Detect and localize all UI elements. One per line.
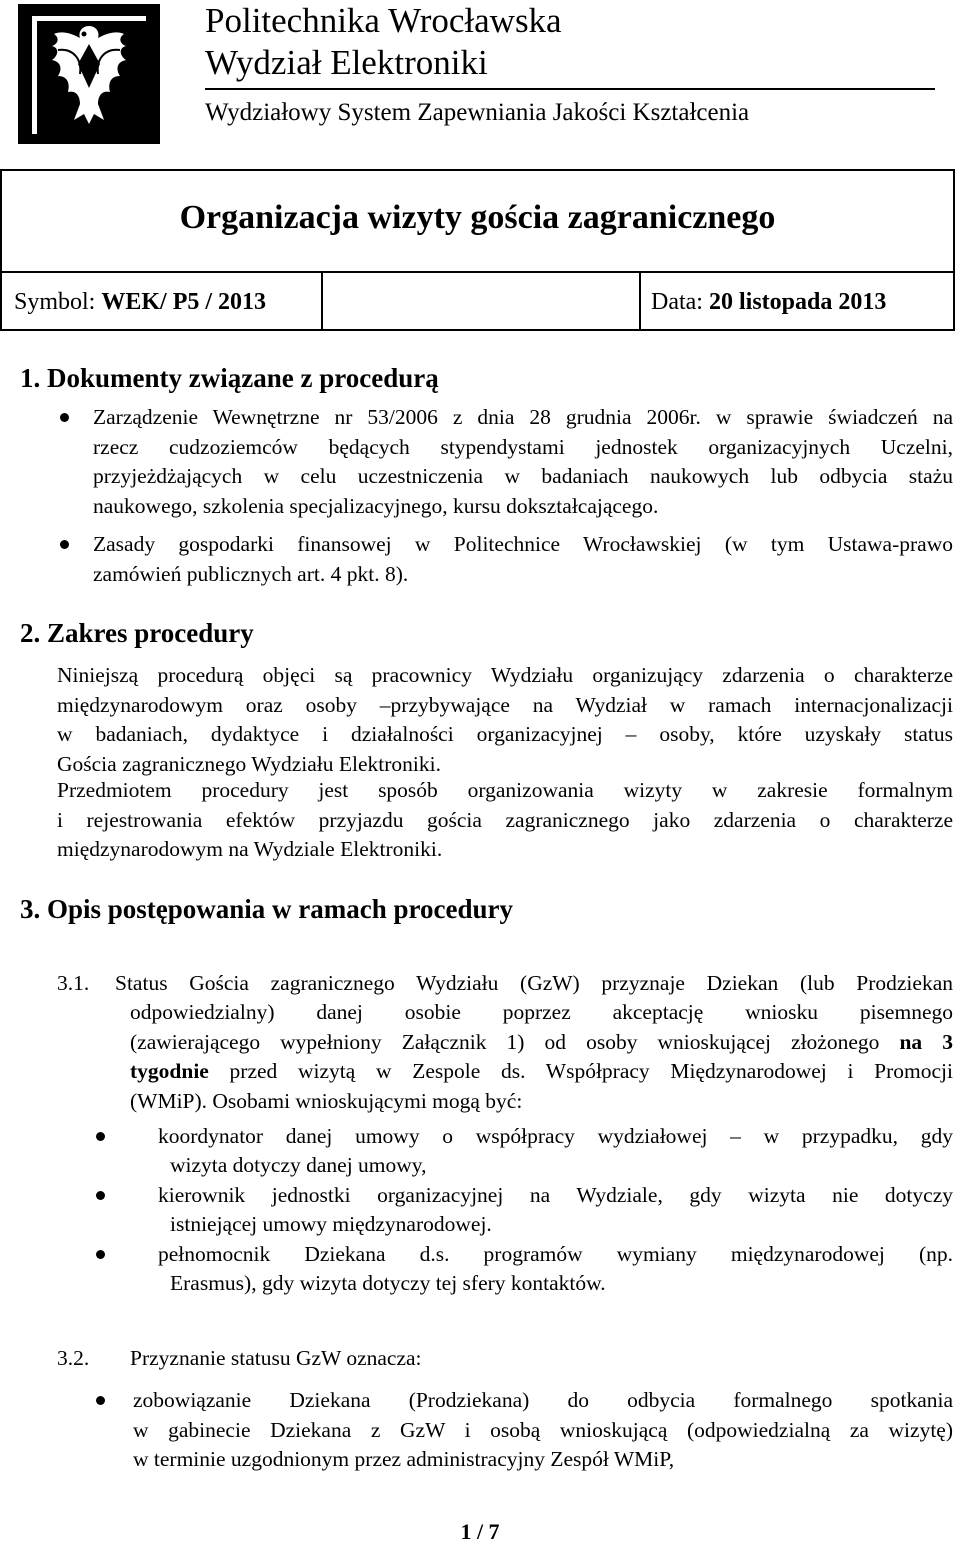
bullet-icon bbox=[96, 1191, 105, 1200]
bullet-icon bbox=[60, 540, 69, 549]
applicant-item-2 bbox=[158, 1181, 953, 1211]
text-line: odpowiedzialny) danej osobie poprzez akceptację wniosku pisemnego bbox=[130, 1000, 953, 1024]
date-field bbox=[651, 288, 886, 316]
info-box bbox=[0, 271, 955, 331]
text-line bbox=[130, 1028, 953, 1058]
header-divider bbox=[205, 88, 935, 90]
eagle-icon bbox=[18, 4, 160, 144]
subsection-3-2-text: Przyznanie statusu GzW oznacza: bbox=[130, 1346, 422, 1370]
text-line: zamówień publicznych art. 4 pkt. 8). bbox=[93, 561, 409, 586]
text-segment: (zawierającego wypełniony Załącznik 1) od osoby wnioskującej złożonego bbox=[130, 1029, 900, 1054]
text-line: przyjeżdżających w celu uczestniczenia w badaniach naukowych lub odbycia stażu bbox=[93, 464, 953, 488]
subsection-3-1-body bbox=[130, 998, 953, 1116]
text-line: międzynarodowym na Wydziale Elektroniki. bbox=[57, 837, 443, 861]
date-value: 20 listopada 2013 bbox=[708, 289, 887, 315]
section-1-heading: 1. Dokumenty związane z procedurą bbox=[20, 363, 439, 393]
section-2-heading: 2. Zakres procedury bbox=[20, 618, 254, 648]
university-logo-eagle bbox=[18, 4, 160, 144]
bullet-icon bbox=[96, 1132, 105, 1141]
text-segment: przed wizytą w Zespole ds. Współpracy Międzynarodowej i Promocji bbox=[208, 1059, 953, 1083]
text-line: koordynator danej umowy o współpracy wydziałowej – w przypadku, gdy bbox=[158, 1124, 953, 1148]
text-line: Zarządzenie Wewnętrzne nr 53/2006 z dnia 28 grudnia 2006r. w sprawie świadczeń na bbox=[93, 405, 953, 429]
text-line: w terminie uzgodnionym przez administracyjny Zespół WMiP, bbox=[133, 1447, 675, 1471]
system-name: Wydziałowy System Zapewniania Jakości Kształcenia bbox=[205, 99, 750, 126]
section-2-paragraph-2 bbox=[57, 776, 953, 865]
text-line: zobowiązanie Dziekana (Prodziekana) do odbycia formalnego spotkania bbox=[133, 1388, 953, 1412]
text-line bbox=[130, 1057, 953, 1087]
deadline-emphasis: tygodnie bbox=[130, 1059, 209, 1083]
symbol-value: WEK/ P5 / 2013 bbox=[101, 289, 267, 315]
section-3-heading: 3. Opis postępowania w ramach procedury bbox=[20, 894, 514, 924]
date-label: Data: bbox=[651, 289, 703, 315]
empty-cell bbox=[321, 273, 641, 329]
applicant-item-1 bbox=[158, 1122, 953, 1152]
text-line: rzecz cudzoziemców będących stypendystami jednostek organizacyjnych Uczelni, bbox=[93, 434, 953, 459]
subsection-3-2-number: 3.2. bbox=[57, 1346, 90, 1370]
applicant-item-3 bbox=[158, 1240, 953, 1270]
applicant-item-1-cont: wizyta dotyczy danej umowy, bbox=[170, 1153, 427, 1177]
applicant-item-2-cont: istniejącej umowy międzynarodowej. bbox=[170, 1212, 492, 1236]
text-line: w badaniach, dydaktyce i działalności organizacyjnej – osoby, które uzyskały status bbox=[57, 722, 953, 746]
symbol-field bbox=[14, 288, 266, 316]
text-line: międzynarodowym oraz osoby –przybywające na Wydział w ramach internacjonalizacji bbox=[57, 692, 953, 717]
applicant-item-3-cont: Erasmus), gdy wizyta dotyczy tej sfery kontaktów. bbox=[170, 1271, 606, 1295]
text-line: pełnomocnik Dziekana d.s. programów wymiany międzynarodowej (np. bbox=[158, 1242, 953, 1266]
document-title: Organizacja wizyty gościa zagranicznego bbox=[179, 199, 776, 236]
text-line: i rejestrowania efektów przyjazdu gościa zagranicznego jako zdarzenia o charakterze bbox=[57, 807, 953, 832]
title-box bbox=[0, 169, 955, 273]
text-line: Niniejszą procedurą objęci są pracownicy Wydziału organizujący zdarzenia o charakterze bbox=[57, 663, 953, 687]
text-line: w gabinecie Dziekana z GzW i osobą wnioskującą (odpowiedzialną za wizytę) bbox=[133, 1417, 953, 1442]
page-number: 1 / 7 bbox=[460, 1519, 500, 1544]
subsection-3-1-line-1 bbox=[115, 969, 953, 999]
subsection-3-1-number: 3.1. bbox=[57, 971, 90, 995]
bullet-icon bbox=[96, 1250, 105, 1259]
faculty-name: Wydział Elektroniki bbox=[205, 43, 488, 82]
section-1-item-2 bbox=[93, 530, 953, 589]
text-line: (WMiP). Osobami wnioskującymi mogą być: bbox=[130, 1088, 523, 1113]
university-name: Politechnika Wrocławska bbox=[205, 1, 562, 40]
text-line: naukowego, szkolenia specjalizacyjnego, kursu dokształcającego. bbox=[93, 493, 659, 518]
text-line: Gościa zagranicznego Wydziału Elektroniki. bbox=[57, 751, 441, 776]
status-meaning-item-1 bbox=[133, 1386, 953, 1475]
bullet-icon bbox=[60, 413, 69, 422]
text-line: Zasady gospodarki finansowej w Politechnice Wrocławskiej (w tym Ustawa-prawo bbox=[93, 532, 953, 556]
bullet-icon bbox=[96, 1396, 105, 1405]
section-1-item-1 bbox=[93, 403, 953, 521]
deadline-emphasis: na 3 bbox=[899, 1029, 953, 1054]
text-line: kierownik jednostki organizacyjnej na Wydziale, gdy wizyta nie dotyczy bbox=[158, 1183, 953, 1207]
section-2-paragraph-1 bbox=[57, 661, 953, 779]
text-line: Status Gościa zagranicznego Wydziału (GzW) przyznaje Dziekan (lub Prodziekan bbox=[115, 971, 953, 995]
symbol-label: Symbol: bbox=[14, 289, 96, 315]
text-line: Przedmiotem procedury jest sposób organizowania wizyty w zakresie formalnym bbox=[57, 778, 953, 802]
